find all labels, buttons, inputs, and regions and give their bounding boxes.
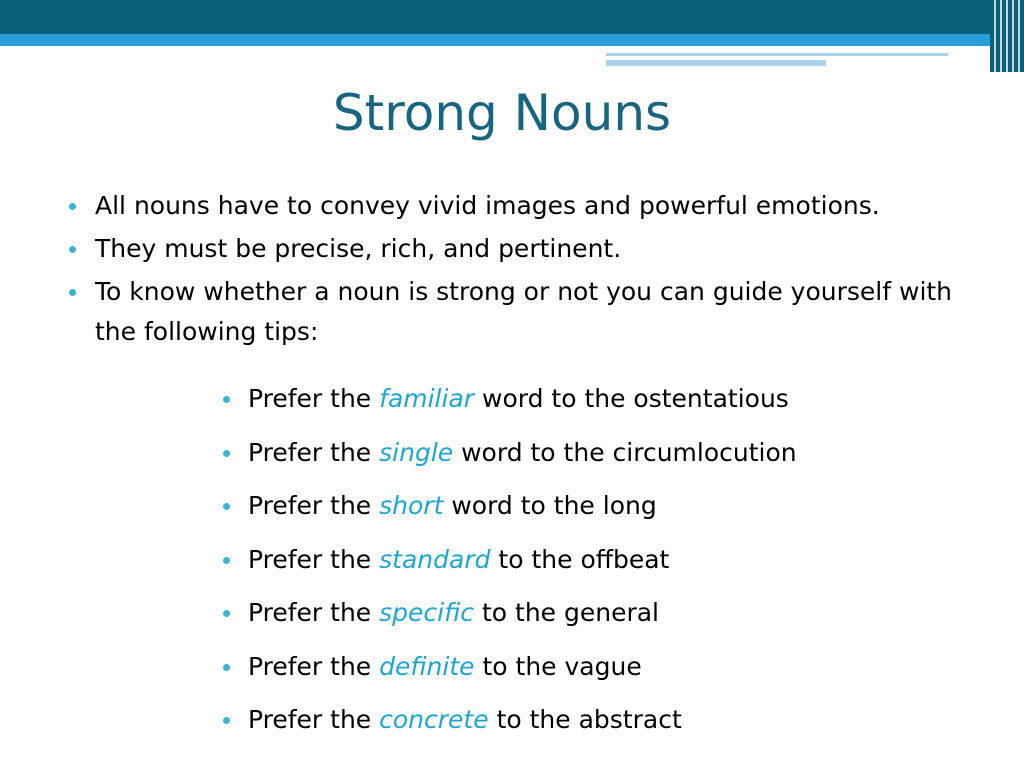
header-thin-line: [606, 53, 948, 56]
header-corner-stripes: [990, 0, 1024, 72]
tip-prefix: Prefer the: [248, 598, 372, 627]
tip-suffix: to the general: [481, 598, 660, 627]
tip-prefix: Prefer the: [248, 705, 372, 734]
tip-item: [216, 693, 1006, 747]
tip-prefix: Prefer the: [248, 491, 372, 520]
tip-item: [216, 479, 1006, 533]
tip-keyword: standard: [379, 544, 491, 574]
tip-suffix: to the abstract: [496, 705, 682, 734]
tip-suffix: to the vague: [482, 651, 642, 681]
tip-keyword: concrete: [379, 705, 489, 734]
tip-keyword: specific: [379, 598, 475, 627]
bullet-item: To know whether a noun is strong or not you can guide yourself with the following tips:: [60, 272, 1000, 352]
tip-item: [216, 533, 1006, 587]
tip-prefix: Prefer the: [248, 437, 372, 467]
tip-suffix: word to the ostentatious: [482, 384, 789, 413]
main-bullet-list: [60, 186, 1000, 355]
tip-item: [216, 426, 1006, 480]
tip-keyword: familiar: [379, 384, 475, 413]
tip-suffix: word to the long: [451, 491, 657, 520]
tip-prefix: Prefer the: [248, 544, 372, 574]
tip-item: [216, 640, 1006, 694]
tip-prefix: Prefer the: [248, 651, 372, 681]
header-thin-line-lower: [606, 60, 826, 66]
tip-item: [216, 586, 1006, 640]
tip-keyword: short: [379, 491, 444, 520]
tip-keyword: definite: [379, 651, 475, 681]
tip-keyword: single: [379, 437, 454, 467]
header-band: [0, 0, 1024, 34]
bullet-item: They must be precise, rich, and pertinent.: [60, 229, 1000, 269]
tip-suffix: word to the circumlocution: [461, 437, 797, 467]
bullet-item: All nouns have to convey vivid images and powerful emotions.: [60, 186, 1000, 226]
header-accent-band: [0, 34, 1024, 46]
tip-prefix: Prefer the: [248, 384, 372, 413]
slide-title: Strong Nouns: [332, 84, 672, 142]
tip-item: [216, 372, 1006, 426]
tips-list: [216, 372, 1006, 747]
tip-suffix: to the offbeat: [498, 544, 670, 574]
